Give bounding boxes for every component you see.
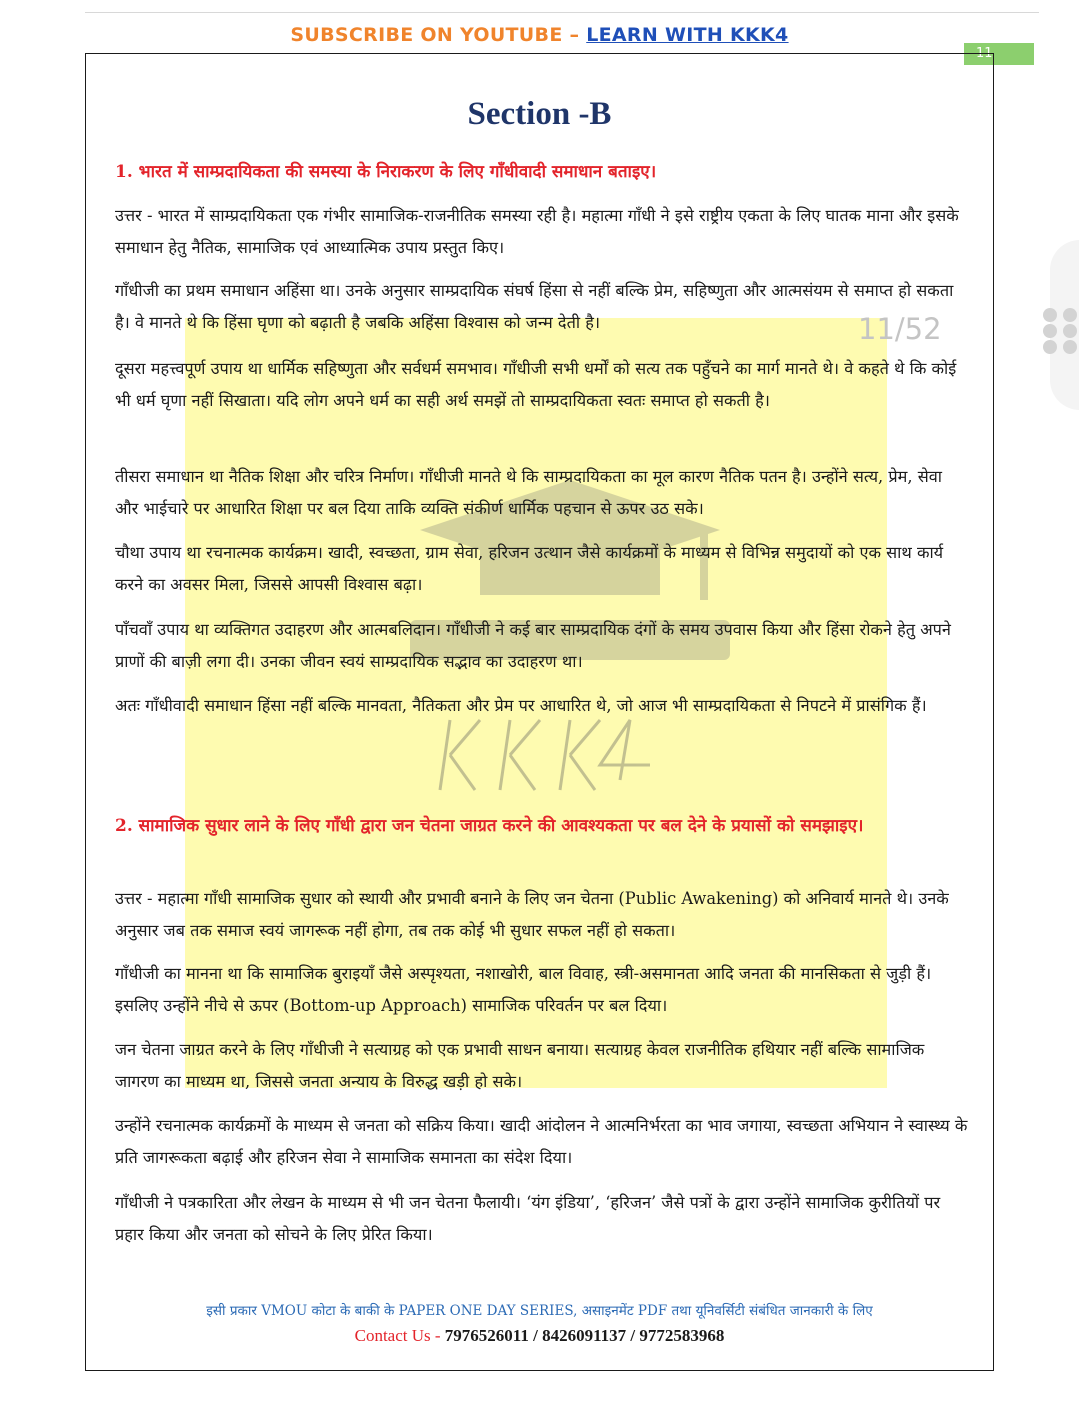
subscribe-banner: [0, 24, 1079, 46]
q1-paragraph-7: अतः गाँधीवादी समाधान हिंसा नहीं बल्कि मानवता, नैतिकता और प्रेम पर आधारित थे, जो आज भी साम्प्रदायिकता से निपटने में प्रासंगिक हैं।: [115, 696, 927, 715]
contact-phones: 7976526011 / 8426091137 / 9772583968: [444, 1326, 725, 1345]
question-1: 1. भारत में साम्प्रदायिकता की समस्या के निराकरण के लिए गाँधीवादी समाधान बताइए।: [115, 162, 657, 182]
page-counter: 11/52: [858, 312, 942, 346]
subscribe-text: SUBSCRIBE ON YOUTUBE –: [290, 24, 587, 46]
q2-paragraph-5: गाँधीजी ने पत्रकारिता और लेखन के माध्यम से भी जन चेतना फैलायी। ‘यंग इंडिया’, ‘हरिजन’ जैसे पत्रों के द्वारा उन्होंने सामाजिक कुरीतियों पर प्रहार किया और जनता को सोचने के लिए प्रेरित किया।: [115, 1193, 941, 1244]
q2-paragraph-1: उत्तर - महात्मा गाँधी सामाजिक सुधार को स्थायी और प्रभावी बनाने के लिए जन चेतना (Public Awakening) को अनिवार्य मानते थे। उनके अनुसार जब तक समाज स्वयं जागरूक नहीं होगा, तब तक कोई भी सुधार सफल नहीं हो सकता।: [115, 889, 949, 940]
section-title: Section -B: [467, 96, 612, 132]
contact-label: Contact Us -: [354, 1326, 445, 1345]
footer-contact: [0, 1326, 1079, 1346]
drag-handle-icon[interactable]: [1032, 300, 1079, 362]
q2-paragraph-4: उन्होंने रचनात्मक कार्यक्रमों के माध्यम से जनता को सक्रिय किया। खादी आंदोलन ने आत्मनिर्भरता का भाव जगाया, स्वच्छता अभियान ने स्वास्थ्य के प्रति जागरूकता बढ़ाई और हरिजन सेवा ने सामाजिक समानता का संदेश दिया।: [115, 1116, 968, 1167]
q2-paragraph-3: जन चेतना जाग्रत करने के लिए गाँधीजी ने सत्याग्रह को एक प्रभावी साधन बनाया। सत्याग्रह केवल राजनीतिक हथियार नहीं बल्कि सामाजिक जागरण का माध्यम था, जिससे जनता अन्याय के विरुद्ध खड़ी हो सके।: [115, 1040, 925, 1091]
q1-paragraph-4: तीसरा समाधान था नैतिक शिक्षा और चरित्र निर्माण। गाँधीजी मानते थे कि साम्प्रदायिकता का मूल कारण नैतिक पतन है। उन्होंने सत्य, प्रेम, सेवा और भाईचारे पर आधारित शिक्षा पर बल दिया ताकि व्यक्ति संकीर्ण धार्मिक पहचान से ऊपर उठ सके।: [115, 467, 943, 518]
q1-paragraph-2: गाँधीजी का प्रथम समाधान अहिंसा था। उनके अनुसार साम्प्रदायिक संघर्ष हिंसा से नहीं बल्कि प्रेम, सहिष्णुता और आत्मसंयम से समाप्त हो सकता है। वे मानते थे कि हिंसा घृणा को बढ़ाती है जबकि अहिंसा विश्वास को जन्म देती है।: [115, 281, 954, 332]
q1-paragraph-5: चौथा उपाय था रचनात्मक कार्यक्रम। खादी, स्वच्छता, ग्राम सेवा, हरिजन उत्थान जैसे कार्यक्रमों के माध्यम से विभिन्न समुदायों को एक साथ कार्य करने का अवसर मिला, जिससे आपसी विश्वास बढ़ा।: [115, 543, 944, 594]
q2-paragraph-2: गाँधीजी का मानना था कि सामाजिक बुराइयाँ जैसे अस्पृश्यता, नशाखोरी, बाल विवाह, स्त्री-असमानता आदि जनता की मानसिकता से जुड़ी हैं। इसलिए उन्होंने नीचे से ऊपर (Bottom-up Approach) सामाजिक परिवर्तन पर बल दिया।: [115, 964, 932, 1015]
top-rule: [85, 12, 1039, 13]
page-number-badge: 11: [964, 43, 1034, 65]
footer-promo: इसी प्रकार VMOU कोटा के बाकी के PAPER ONE DAY SERIES, असाइनमेंट PDF तथा यूनिवर्सिटी संबंधित जानकारी के लिए: [206, 1303, 873, 1319]
q1-paragraph-1: उत्तर - भारत में साम्प्रदायिकता एक गंभीर सामाजिक-राजनीतिक समस्या रही है। महात्मा गाँधी ने इसे राष्ट्रीय एकता के लिए घातक माना और इसके समाधान हेतु नैतिक, सामाजिक एवं आध्यात्मिक उपाय प्रस्तुत किए।: [115, 206, 959, 257]
q1-paragraph-6: पाँचवाँ उपाय था व्यक्तिगत उदाहरण और आत्मबलिदान। गाँधीजी ने कई बार साम्प्रदायिक दंगों के समय उपवास किया और हिंसा रोकने हेतु अपने प्राणों की बाज़ी लगा दी। उनका जीवन स्वयं साम्प्रदायिक सद्भाव का उदाहरण था।: [115, 620, 951, 671]
youtube-channel-link[interactable]: LEARN WITH KKK4: [586, 24, 789, 46]
question-2: 2. सामाजिक सुधार लाने के लिए गाँधी द्वारा जन चेतना जाग्रत करने की आवश्यकता पर बल देने के प्रयासों को समझाइए।: [115, 816, 864, 836]
q1-paragraph-3: दूसरा महत्त्वपूर्ण उपाय था धार्मिक सहिष्णुता और सर्वधर्म समभाव। गाँधीजी सभी धर्मों को सत्य तक पहुँचने का मार्ग मानते थे। वे कहते थे कि कोई भी धर्म घृणा नहीं सिखाता। यदि लोग अपने धर्म का सही अर्थ समझें तो साम्प्रदायिकता स्वतः समाप्त हो सकती है।: [115, 359, 957, 410]
